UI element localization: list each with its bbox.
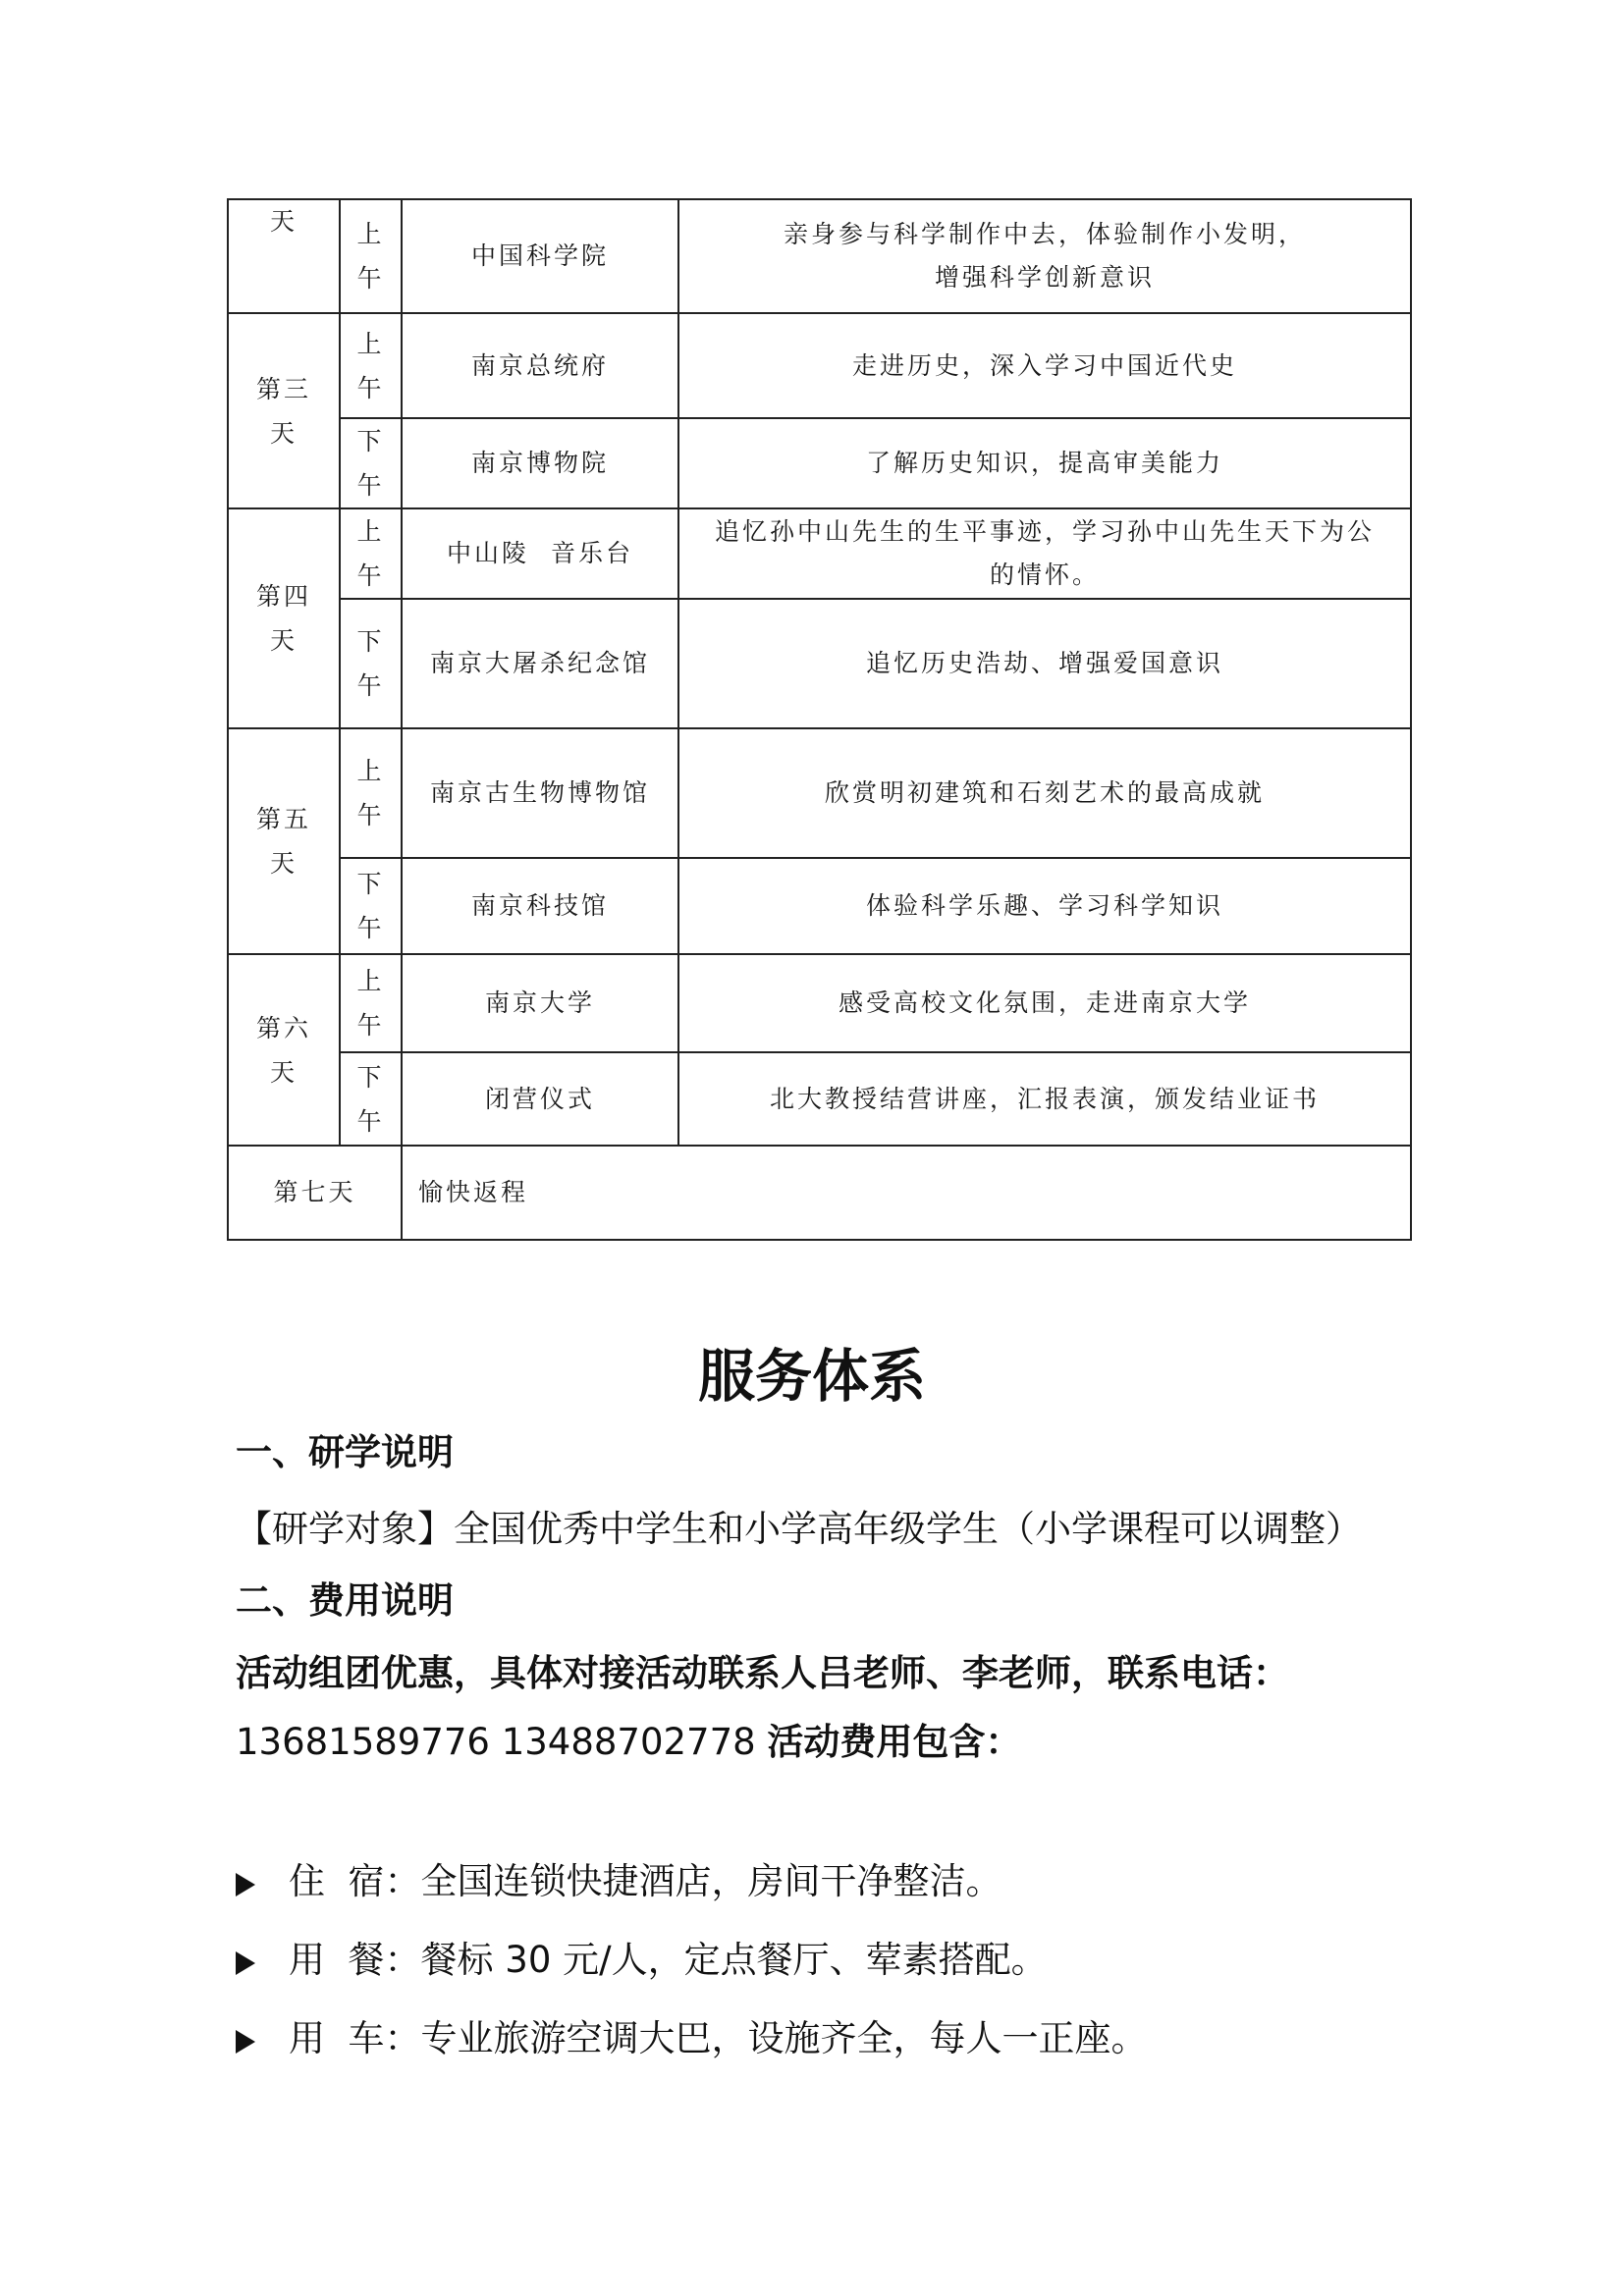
- place-cell: 南京科技馆: [402, 858, 678, 954]
- section-title: 服务体系: [697, 1343, 926, 1410]
- heading-study: 一、研学说明: [236, 1431, 454, 1473]
- day-cell: 第三 天: [228, 313, 340, 508]
- day-cell: 天: [228, 199, 340, 313]
- plan-cell: 愉快返程: [402, 1146, 1411, 1240]
- period-cell: 下 午: [340, 1052, 402, 1146]
- desc-cell: 走进历史，深入学习中国近代史: [678, 313, 1411, 418]
- table-row: [228, 418, 1411, 508]
- table-row: [228, 1052, 1411, 1146]
- desc-cell: 体验科学乐趣、学习科学知识: [678, 858, 1411, 954]
- period-cell: 上 午: [340, 954, 402, 1052]
- period-cell: 上 午: [340, 728, 402, 858]
- study-target: 【研学对象】全国优秀中学生和小学高年级学生（小学课程可以调整）: [236, 1508, 1362, 1550]
- list-item: 用 餐：餐标 30 元/人，定点餐厅、荤素搭配。: [236, 1936, 1048, 1985]
- fee-includes: 活动费用包含：: [767, 1721, 1022, 1763]
- period-cell: 下 午: [340, 599, 402, 728]
- place-cell: 中国科学院: [402, 199, 678, 313]
- period-cell: 上 午: [340, 508, 402, 599]
- desc-cell: 追忆孙中山先生的生平事迹，学习孙中山先生天下为公 的情怀。: [678, 508, 1411, 599]
- day-cell: 第七天: [228, 1146, 402, 1240]
- period-cell: 上 午: [340, 313, 402, 418]
- fee-contact-line: [236, 1718, 1021, 1767]
- place-cell: 中山陵 音乐台: [402, 508, 678, 599]
- table-row: [228, 954, 1411, 1052]
- list-item: 用 车：专业旅游空调大巴，设施齐全，每人一正座。: [236, 2014, 1148, 2063]
- heading-fee: 二、费用说明: [236, 1579, 454, 1622]
- day-cell: 第四 天: [228, 508, 340, 728]
- desc-cell: 亲身参与科学制作中去，体验制作小发明， 增强科学创新意识: [678, 199, 1411, 313]
- desc-cell: 了解历史知识，提高审美能力: [678, 418, 1411, 508]
- period-cell: 上 午: [340, 199, 402, 313]
- table-row: [228, 728, 1411, 858]
- table-row: [228, 1146, 1411, 1240]
- desc-cell: 追忆历史浩劫、增强爱国意识: [678, 599, 1411, 728]
- desc-cell: 感受高校文化氛围，走进南京大学: [678, 954, 1411, 1052]
- place-cell: 南京大学: [402, 954, 678, 1052]
- schedule-table: [227, 198, 1412, 1241]
- place-cell: 南京博物院: [402, 418, 678, 508]
- fee-note: 活动组团优惠，具体对接活动联系人吕老师、李老师，联系电话：: [236, 1652, 1289, 1694]
- place-cell: 南京古生物博物馆: [402, 728, 678, 858]
- day-cell: 第六 天: [228, 954, 340, 1146]
- table-row: [228, 508, 1411, 599]
- desc-cell: 北大教授结营讲座，汇报表演，颁发结业证书: [678, 1052, 1411, 1146]
- day-cell: 第五 天: [228, 728, 340, 954]
- desc-cell: 欣赏明初建筑和石刻艺术的最高成就: [678, 728, 1411, 858]
- contact-phones: 13681589776 13488702778: [236, 1721, 756, 1763]
- place-cell: 南京大屠杀纪念馆: [402, 599, 678, 728]
- place-cell: 南京总统府: [402, 313, 678, 418]
- list-item: 住 宿：全国连锁快捷酒店，房间干净整洁。: [236, 1857, 1002, 1906]
- arrow-bullet-icon: [236, 1873, 255, 1896]
- arrow-bullet-icon: [236, 1951, 255, 1975]
- table-row: [228, 599, 1411, 728]
- table-row: [228, 199, 1411, 313]
- period-cell: 下 午: [340, 418, 402, 508]
- table-row: [228, 313, 1411, 418]
- arrow-bullet-icon: [236, 2030, 255, 2054]
- period-cell: 下 午: [340, 858, 402, 954]
- table-row: [228, 858, 1411, 954]
- place-cell: 闭营仪式: [402, 1052, 678, 1146]
